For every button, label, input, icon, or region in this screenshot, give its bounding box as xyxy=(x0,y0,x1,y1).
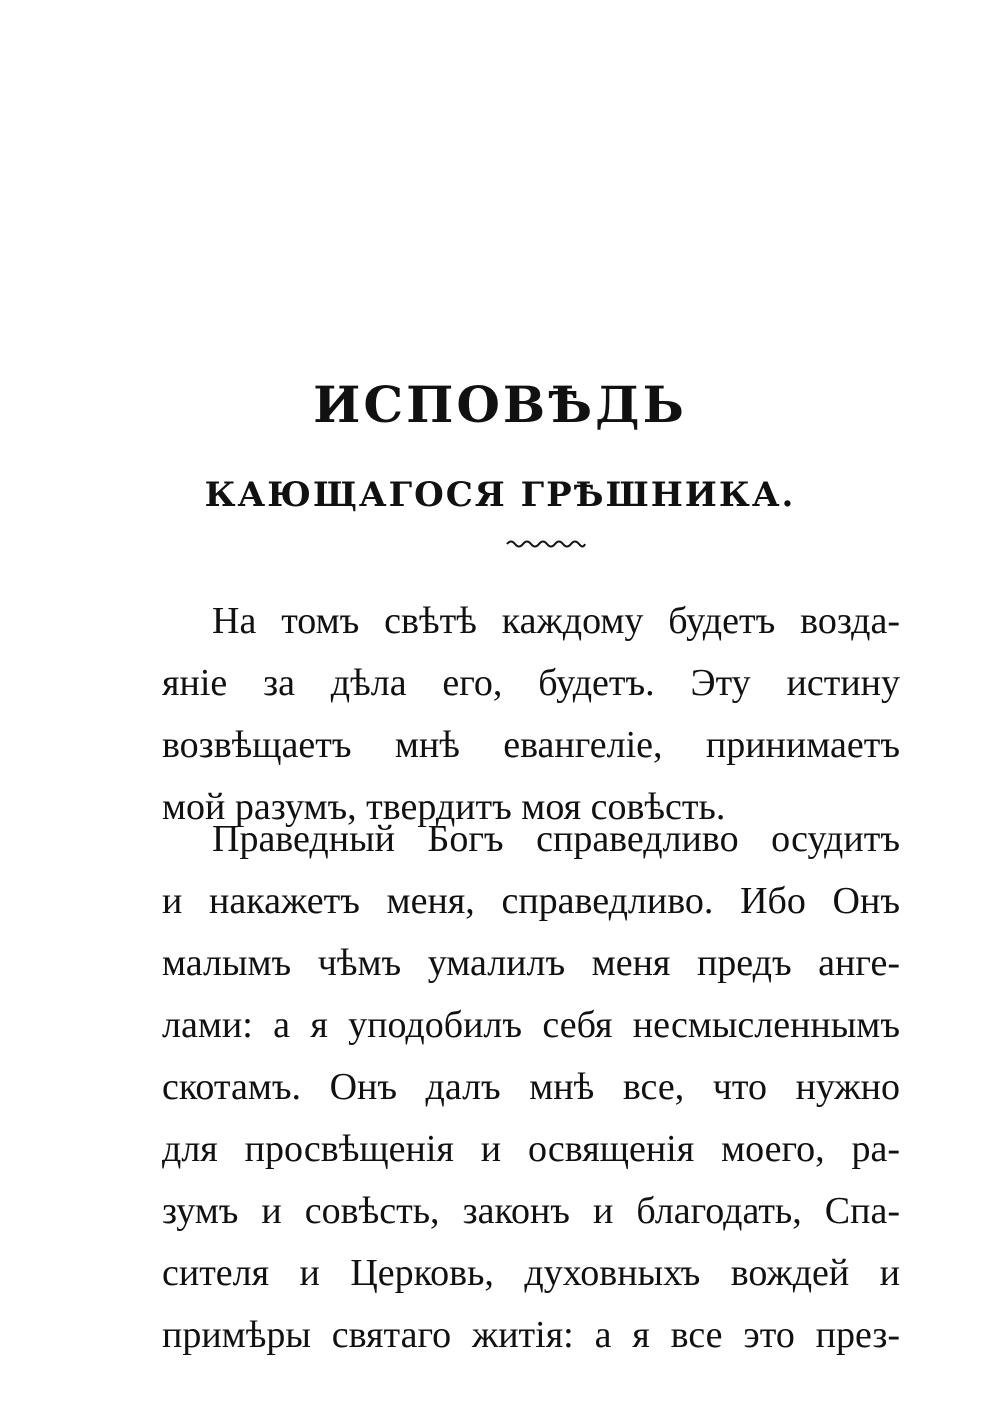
text-line: сителя и Церковь, духовныхъ вождей и xyxy=(162,1252,900,1294)
text-line: Праведный Богъ справедливо осудитъ xyxy=(212,818,900,860)
text-line: скотамъ. Онъ далъ мнѣ все, что нужно xyxy=(162,1066,900,1108)
text-line: возвѣщаетъ мнѣ евангеліе, принимаетъ xyxy=(162,724,900,766)
text-line: малымъ чѣмъ умалилъ меня предъ анге- xyxy=(162,942,900,984)
text-line: для просвѣщенія и освященія моего, ра- xyxy=(162,1128,900,1170)
text-line: мой разумъ, твердитъ моя совѣсть. xyxy=(162,786,726,828)
text-line: примѣры святаго житія: а я все это през- xyxy=(162,1314,900,1356)
text-line: На томъ свѣтѣ каждому будетъ возда- xyxy=(212,600,900,642)
paragraph-1 xyxy=(162,590,900,838)
wavy-divider-ornament xyxy=(505,537,587,551)
text-line: и накажетъ меня, справедливо. Ибо Онъ xyxy=(162,880,900,922)
text-line: яніе за дѣла его, будетъ. Эту истину xyxy=(162,662,900,704)
page-subtitle: КАЮЩАГОСЯ ГРѢШНИКА. xyxy=(204,475,796,515)
paragraph-2 xyxy=(162,808,900,1366)
text-line: лами: а я уподобилъ себя несмысленнымъ xyxy=(162,1004,900,1046)
text-line: зумъ и совѣсть, законъ и благодать, Спа- xyxy=(162,1190,900,1232)
page-title: ИСПОВѢДЬ xyxy=(313,375,687,434)
